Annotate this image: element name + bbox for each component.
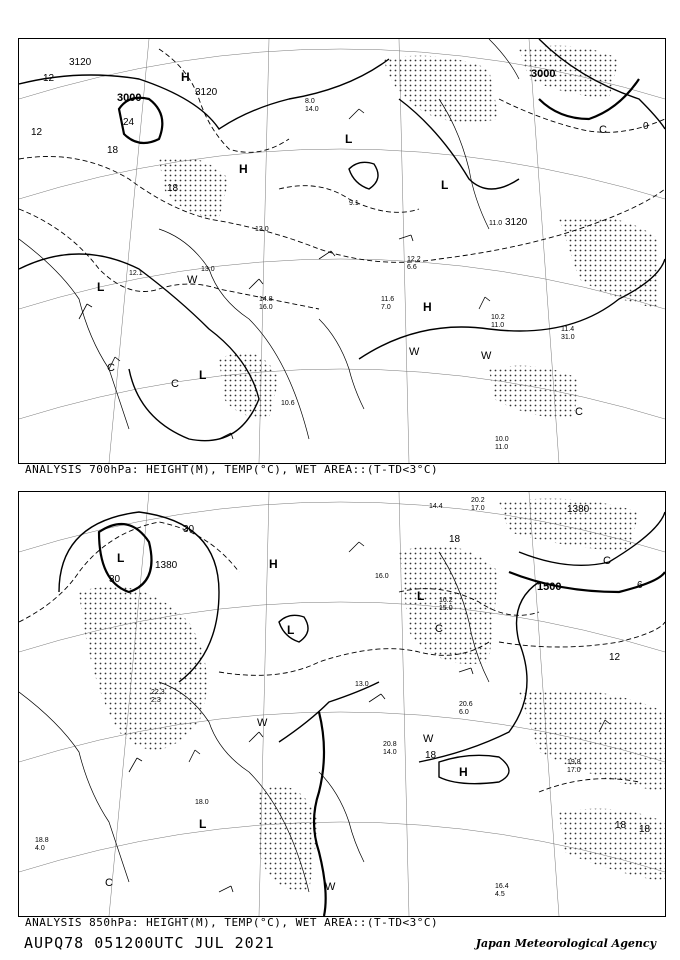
station-value: 12.2 [407, 256, 421, 263]
product-id-label: AUPQ78 051200UTC JUL 2021 [24, 934, 275, 952]
station-value: 13.0 [201, 266, 215, 273]
low-pressure-symbol: L [199, 368, 207, 382]
caption-850hpa: ANALYSIS 850hPa: HEIGHT(M), TEMP(°C), WET AREA::(T-TD<3°C) [25, 916, 439, 929]
cold-symbol: C [171, 378, 179, 390]
station-value: 11.0 [489, 220, 503, 227]
station-value: 17.0 [471, 505, 485, 512]
cold-symbol: C [575, 406, 583, 418]
high-pressure-symbol: H [181, 70, 190, 84]
issuer-label: Japan Meteorological Agency [475, 937, 656, 950]
caption-700hpa: ANALYSIS 700hPa: HEIGHT(M), TEMP(°C), WET AREA::(T-TD<3°C) [25, 463, 439, 476]
station-value: 14.0 [305, 106, 319, 113]
high-pressure-symbol: H [459, 765, 468, 779]
warm-symbol: W [423, 733, 434, 745]
low-pressure-symbol: L [417, 589, 425, 603]
isotherm-label: 12 [31, 127, 43, 138]
station-value: 7.0 [381, 304, 391, 311]
high-pressure-symbol: H [239, 162, 248, 176]
warm-symbol: W [187, 274, 198, 286]
isotherm-label: 6 [637, 580, 643, 591]
cold-symbol: C [105, 877, 113, 889]
low-pressure-symbol: L [441, 178, 449, 192]
contour-label: 3120 [69, 57, 92, 68]
isotherm-label: 18 [615, 820, 627, 831]
station-value: 4.0 [35, 845, 45, 852]
low-pressure-symbol: L [117, 551, 125, 565]
low-pressure-symbol: L [199, 817, 207, 831]
station-value: 8.0 [305, 98, 315, 105]
isotherm-label: 18 [107, 145, 119, 156]
low-pressure-symbol: L [97, 280, 105, 294]
station-value: 17.0 [567, 767, 581, 774]
isotherm-label: 30 [109, 574, 121, 585]
station-value: 20.8 [383, 741, 397, 748]
warm-symbol: W [257, 717, 268, 729]
station-value: 13.0 [355, 681, 369, 688]
station-value: 14.0 [383, 749, 397, 756]
wet-area-700 [159, 46, 659, 419]
station-value: 11.6 [381, 296, 395, 303]
contour-label: 3000 [117, 92, 142, 104]
cold-symbol: C [107, 362, 115, 374]
isotherm-label: 18 [639, 824, 651, 835]
map-panel-850hpa [18, 491, 666, 917]
station-value: 15.0 [439, 605, 453, 612]
contour-label: 1500 [537, 581, 562, 593]
contour-label: 3120 [195, 87, 218, 98]
high-pressure-symbol: H [423, 300, 432, 314]
isotherm-label: 18 [425, 750, 437, 761]
station-value: 6.0 [459, 709, 469, 716]
chart-850hpa [19, 492, 665, 916]
wet-area-850 [79, 499, 665, 892]
station-value: 6.6 [407, 264, 417, 271]
station-value: 11.0 [495, 444, 509, 451]
station-value: 20.2 [471, 497, 485, 504]
station-value: 11.4 [561, 326, 575, 333]
isotherm-label: 12 [43, 73, 55, 84]
isotherm-label: 0 [643, 121, 649, 132]
contour-label: 3000 [531, 68, 556, 80]
cold-symbol: C [599, 124, 607, 136]
warm-symbol: W [481, 350, 492, 362]
station-value: 16.4 [495, 883, 509, 890]
isotherm-label: 12 [609, 652, 621, 663]
station-value: 16.0 [259, 304, 273, 311]
station-value: 14.4 [429, 503, 443, 510]
low-pressure-symbol: L [345, 132, 353, 146]
station-value: 20.6 [459, 701, 473, 708]
low-pressure-symbol: L [287, 623, 295, 637]
station-value: 10.0 [495, 436, 509, 443]
station-value: 11.0 [491, 322, 505, 329]
isotherm-label: 18 [449, 534, 461, 545]
cold-symbol: C [603, 555, 611, 567]
station-value: 16.0 [375, 573, 389, 580]
station-value: 31.0 [561, 334, 575, 341]
isotherm-label: 18 [167, 183, 179, 194]
station-value: 10.6 [281, 400, 295, 407]
chart-700hpa [19, 39, 665, 463]
station-value: 22.3 [151, 689, 165, 696]
high-pressure-symbol: H [269, 557, 278, 571]
contour-label: 1380 [155, 560, 178, 571]
station-value: 14.8 [259, 296, 273, 303]
station-value: 16.2 [439, 597, 453, 604]
station-value: 4.5 [495, 891, 505, 898]
station-value: 12.1 [129, 270, 143, 277]
map-panel-700hpa [18, 38, 666, 464]
warm-symbol: W [325, 881, 336, 893]
station-value: 18.0 [195, 799, 209, 806]
isotherm-label: 24 [123, 117, 135, 128]
station-value: 13.0 [255, 226, 269, 233]
station-value: 18.8 [35, 837, 49, 844]
contour-label: 3120 [505, 217, 528, 228]
station-value: 10.2 [491, 314, 505, 321]
station-value: 2.3 [151, 697, 161, 704]
cold-symbol: C [435, 623, 443, 635]
warm-symbol: W [409, 346, 420, 358]
station-value: 9.1 [349, 200, 359, 207]
contour-label: 1380 [567, 504, 590, 515]
isotherm-label: 30 [183, 524, 195, 535]
station-value: 19.8 [567, 759, 581, 766]
